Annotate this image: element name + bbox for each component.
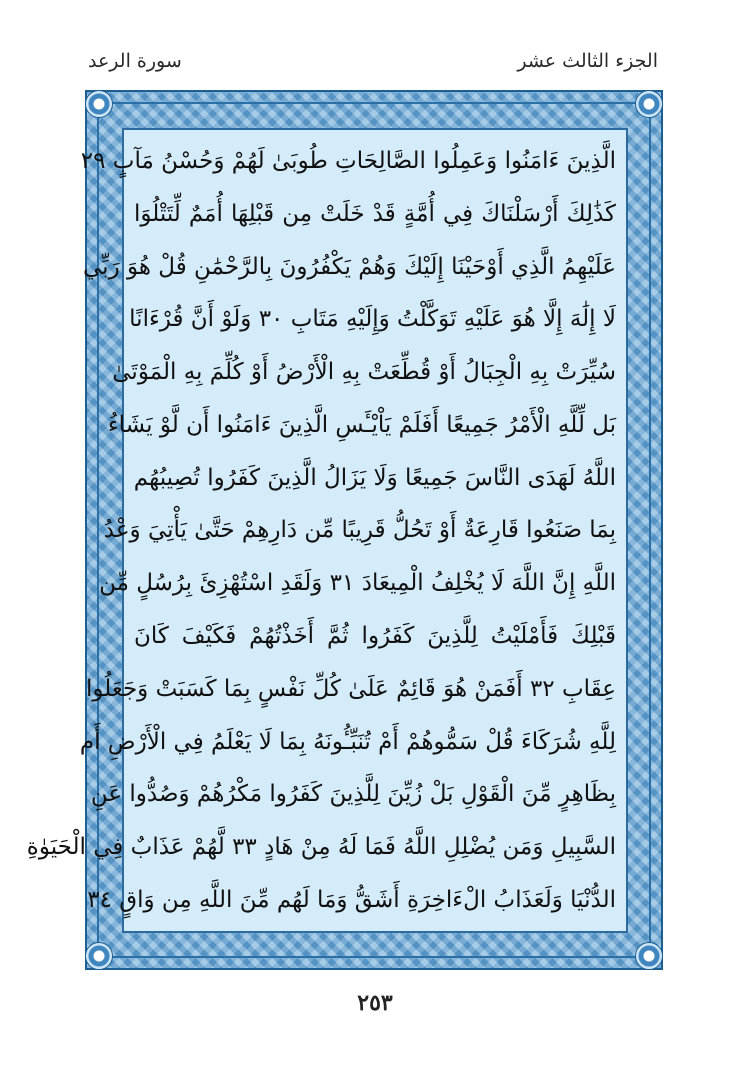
- text-line: لِلَّهِ شُرَكَاءَ قُلْ سَمُّوهُمْ أَمْ تُنَبِّـُٔونَهُ بِمَا لَا يَعْلَمُ فِي الْأَرْضِ أَم: [79, 728, 616, 755]
- text-line: اللَّهِ إِنَّ اللَّهَ لَا يُخْلِفُ الْمِيعَادَ ٣١ وَلَقَدِ اسْتُهْزِئَ بِرُسُلٍ مِّن: [99, 570, 616, 597]
- text-line: الَّذِينَ ءَامَنُوا وَعَمِلُوا الصَّالِحَاتِ طُوبَىٰ لَهُمْ وَحُسْنُ مَآبٍ ٢٩: [80, 148, 616, 174]
- verse-lines: [26, 138, 616, 923]
- corner-rosette-icon: [85, 90, 113, 118]
- juz-header: الجزء الثالث عشر: [517, 50, 658, 72]
- text-line: عِقَابِ ٣٢ أَفَمَنْ هُوَ قَائِمٌ عَلَىٰ كُلِّ نَفْسٍ بِمَا كَسَبَتْ وَجَعَلُوا: [85, 675, 616, 702]
- text-line: عَلَيْهِمُ الَّذِي أَوْحَيْنَا إِلَيْكَ وَهُمْ يَكْفُرُونَ بِالرَّحْمَٰنِ قُلْ هُوَ رَبِّي: [83, 253, 616, 280]
- text-line: سُيِّرَتْ بِهِ الْجِبَالُ أَوْ قُطِّعَتْ بِهِ الْأَرْضُ أَوْ كُلِّمَ بِهِ الْمَوْتَىٰ: [112, 359, 616, 386]
- text-line: الدُّنْيَا وَلَعَذَابُ الْءَاخِرَةِ أَشَقُّ وَمَا لَهُم مِّنَ اللَّهِ مِن وَاقٍ ٣٤: [87, 886, 616, 913]
- text-line: بَل لِّلَّهِ الْأَمْرُ جَمِيعًا أَفَلَمْ يَاْيْـَٔسِ الَّذِينَ ءَامَنُوا أَن لَّوْ يَشَاءُ: [107, 411, 616, 438]
- text-line: اللَّهُ لَهَدَى النَّاسَ جَمِيعًا وَلَا يَزَالُ الَّذِينَ كَفَرُوا تُصِيبُهُم: [133, 464, 616, 491]
- quran-text-panel: [26, 128, 628, 933]
- surah-header: سورة الرعد: [88, 50, 182, 72]
- text-line: بِمَا صَنَعُوا قَارِعَةٌ أَوْ تَحُلُّ قَرِيبًا مِّن دَارِهِمْ حَتَّىٰ يَأْتِيَ وَعْدُ: [103, 517, 616, 544]
- corner-rosette-icon: [635, 942, 663, 970]
- text-line: كَذَٰلِكَ أَرْسَلْنَاكَ فِي أُمَّةٍ قَدْ خَلَتْ مِن قَبْلِهَا أُمَمٌ لِّتَتْلُوَا: [134, 200, 616, 227]
- corner-rosette-icon: [85, 942, 113, 970]
- text-line: قَبْلِكَ فَأَمْلَيْتُ لِلَّذِينَ كَفَرُوا ثُمَّ أَخَذْتُهُمْ فَكَيْفَ كَانَ: [134, 623, 616, 650]
- text-line: بِظَاهِرٍ مِّنَ الْقَوْلِ بَلْ زُيِّنَ لِلَّذِينَ كَفَرُوا مَكْرُهُمْ وَصُدُّوا عَنِ: [90, 781, 616, 808]
- text-line: السَّبِيلِ وَمَن يُضْلِلِ اللَّهُ فَمَا لَهُ مِنْ هَادٍ ٣٣ لَّهُمْ عَذَابٌ فِي الْحَيَوٰةِ: [26, 834, 616, 861]
- corner-rosette-icon: [635, 90, 663, 118]
- text-line: لَا إِلَٰهَ إِلَّا هُوَ عَلَيْهِ تَوَكَّلْتُ وَإِلَيْهِ مَتَابِ ٣٠ وَلَوْ أَنَّ قُرْءَانًا: [129, 306, 616, 333]
- page-number: ٢٥٣: [357, 990, 393, 1016]
